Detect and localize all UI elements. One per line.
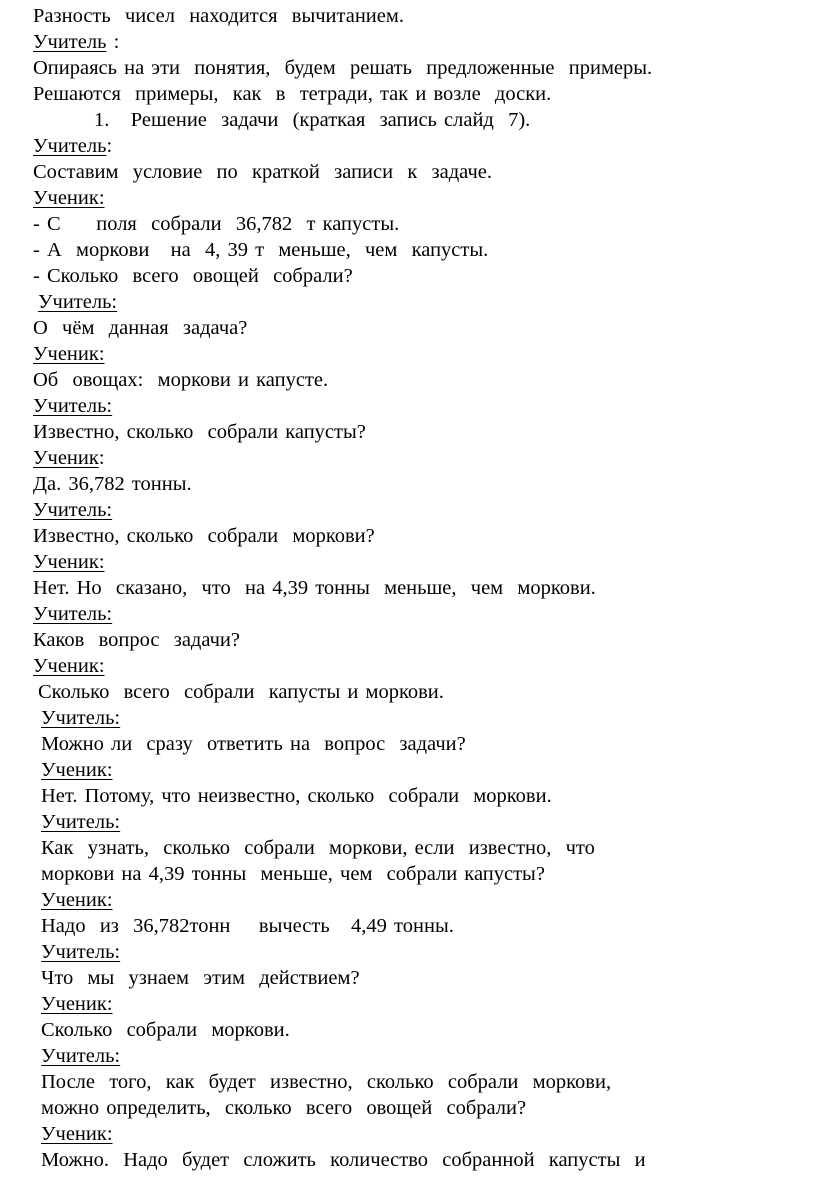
text-line: Да. 36,782 тонны. [33,473,192,495]
speaker-label-teacher: Учитель: [41,1045,121,1067]
speaker-label-student: Ученик: [33,343,105,365]
text-line: Сколько всего собрали капусты и моркови. [38,681,444,703]
text-line: моркови на 4,39 тонны меньше, чем собрали капусты? [41,863,545,885]
speaker-line [33,445,105,471]
numbered-item: 1. Решение задачи (краткая запись слайд 7). [94,109,531,131]
text-line: Сколько собрали моркови. [41,1019,290,1041]
speaker-colon: : [98,447,105,469]
text-line: - Сколько всего овощей собрали? [33,265,353,287]
text-line: Известно, сколько собрали капусты? [33,421,366,443]
text-line: Каков вопрос задачи? [33,629,241,651]
text-line: Об овощах: моркови и капусте. [33,369,329,391]
speaker-line [33,133,112,159]
speaker-colon: : [106,31,120,53]
speaker-label-teacher: Учитель: [38,291,118,313]
speaker-label-student: Ученик: [33,187,105,209]
text-line: Как узнать, сколько собрали моркови, если известно, что [41,837,595,859]
speaker-label-teacher: Учитель: [41,811,121,833]
text-line: Составим условие по краткой записи к задаче. [33,161,492,183]
text-line: Решаются примеры, как в тетради, так и возле доски. [33,83,552,105]
speaker-label-student: Ученик: [41,889,113,911]
text-line: Известно, сколько собрали моркови? [33,525,375,547]
speaker-label-teacher: Учитель [33,135,107,157]
text-line: Нет. Потому, что неизвестно, сколько собрали моркови. [41,785,552,807]
speaker-label-teacher: Учитель [33,31,107,53]
text-line: Нет. Но сказано, что на 4,39 тонны меньше, чем моркови. [33,577,596,599]
text-line: Надо из 36,782тонн вычесть 4,49 тонны. [41,915,454,937]
text-line: О чём данная задача? [33,317,248,339]
text-line: Можно ли сразу ответить на вопрос задачи? [41,733,466,755]
text-line: - А моркови на 4, 39 т меньше, чем капусты. [33,239,489,261]
text-line: Можно. Надо будет сложить количество собранной капусты и [41,1149,646,1171]
text-line: Что мы узнаем этим действием? [41,967,360,989]
text-line: После того, как будет известно, сколько собрали моркови, [41,1071,612,1093]
text-line: Разность чисел находится вычитанием. [33,5,404,27]
speaker-label-teacher: Учитель: [33,499,113,521]
speaker-line [33,29,119,55]
text-line: Опираясь на эти понятия, будем решать предложенные примеры. [33,57,653,79]
speaker-label-teacher: Учитель: [33,603,113,625]
speaker-label-teacher: Учитель: [41,941,121,963]
speaker-label-student: Ученик: [41,993,113,1015]
speaker-label-student: Ученик: [33,655,105,677]
text-line: - С поля собрали 36,782 т капусты. [33,213,400,235]
speaker-label-teacher: Учитель: [41,707,121,729]
speaker-label-student: Ученик [33,447,99,469]
speaker-label-student: Ученик: [33,551,105,573]
speaker-label-teacher: Учитель: [33,395,113,417]
speaker-label-student: Ученик: [41,1123,113,1145]
speaker-colon: : [106,135,113,157]
speaker-label-student: Ученик: [41,759,113,781]
text-line: можно определить, сколько всего овощей собрали? [41,1097,527,1119]
